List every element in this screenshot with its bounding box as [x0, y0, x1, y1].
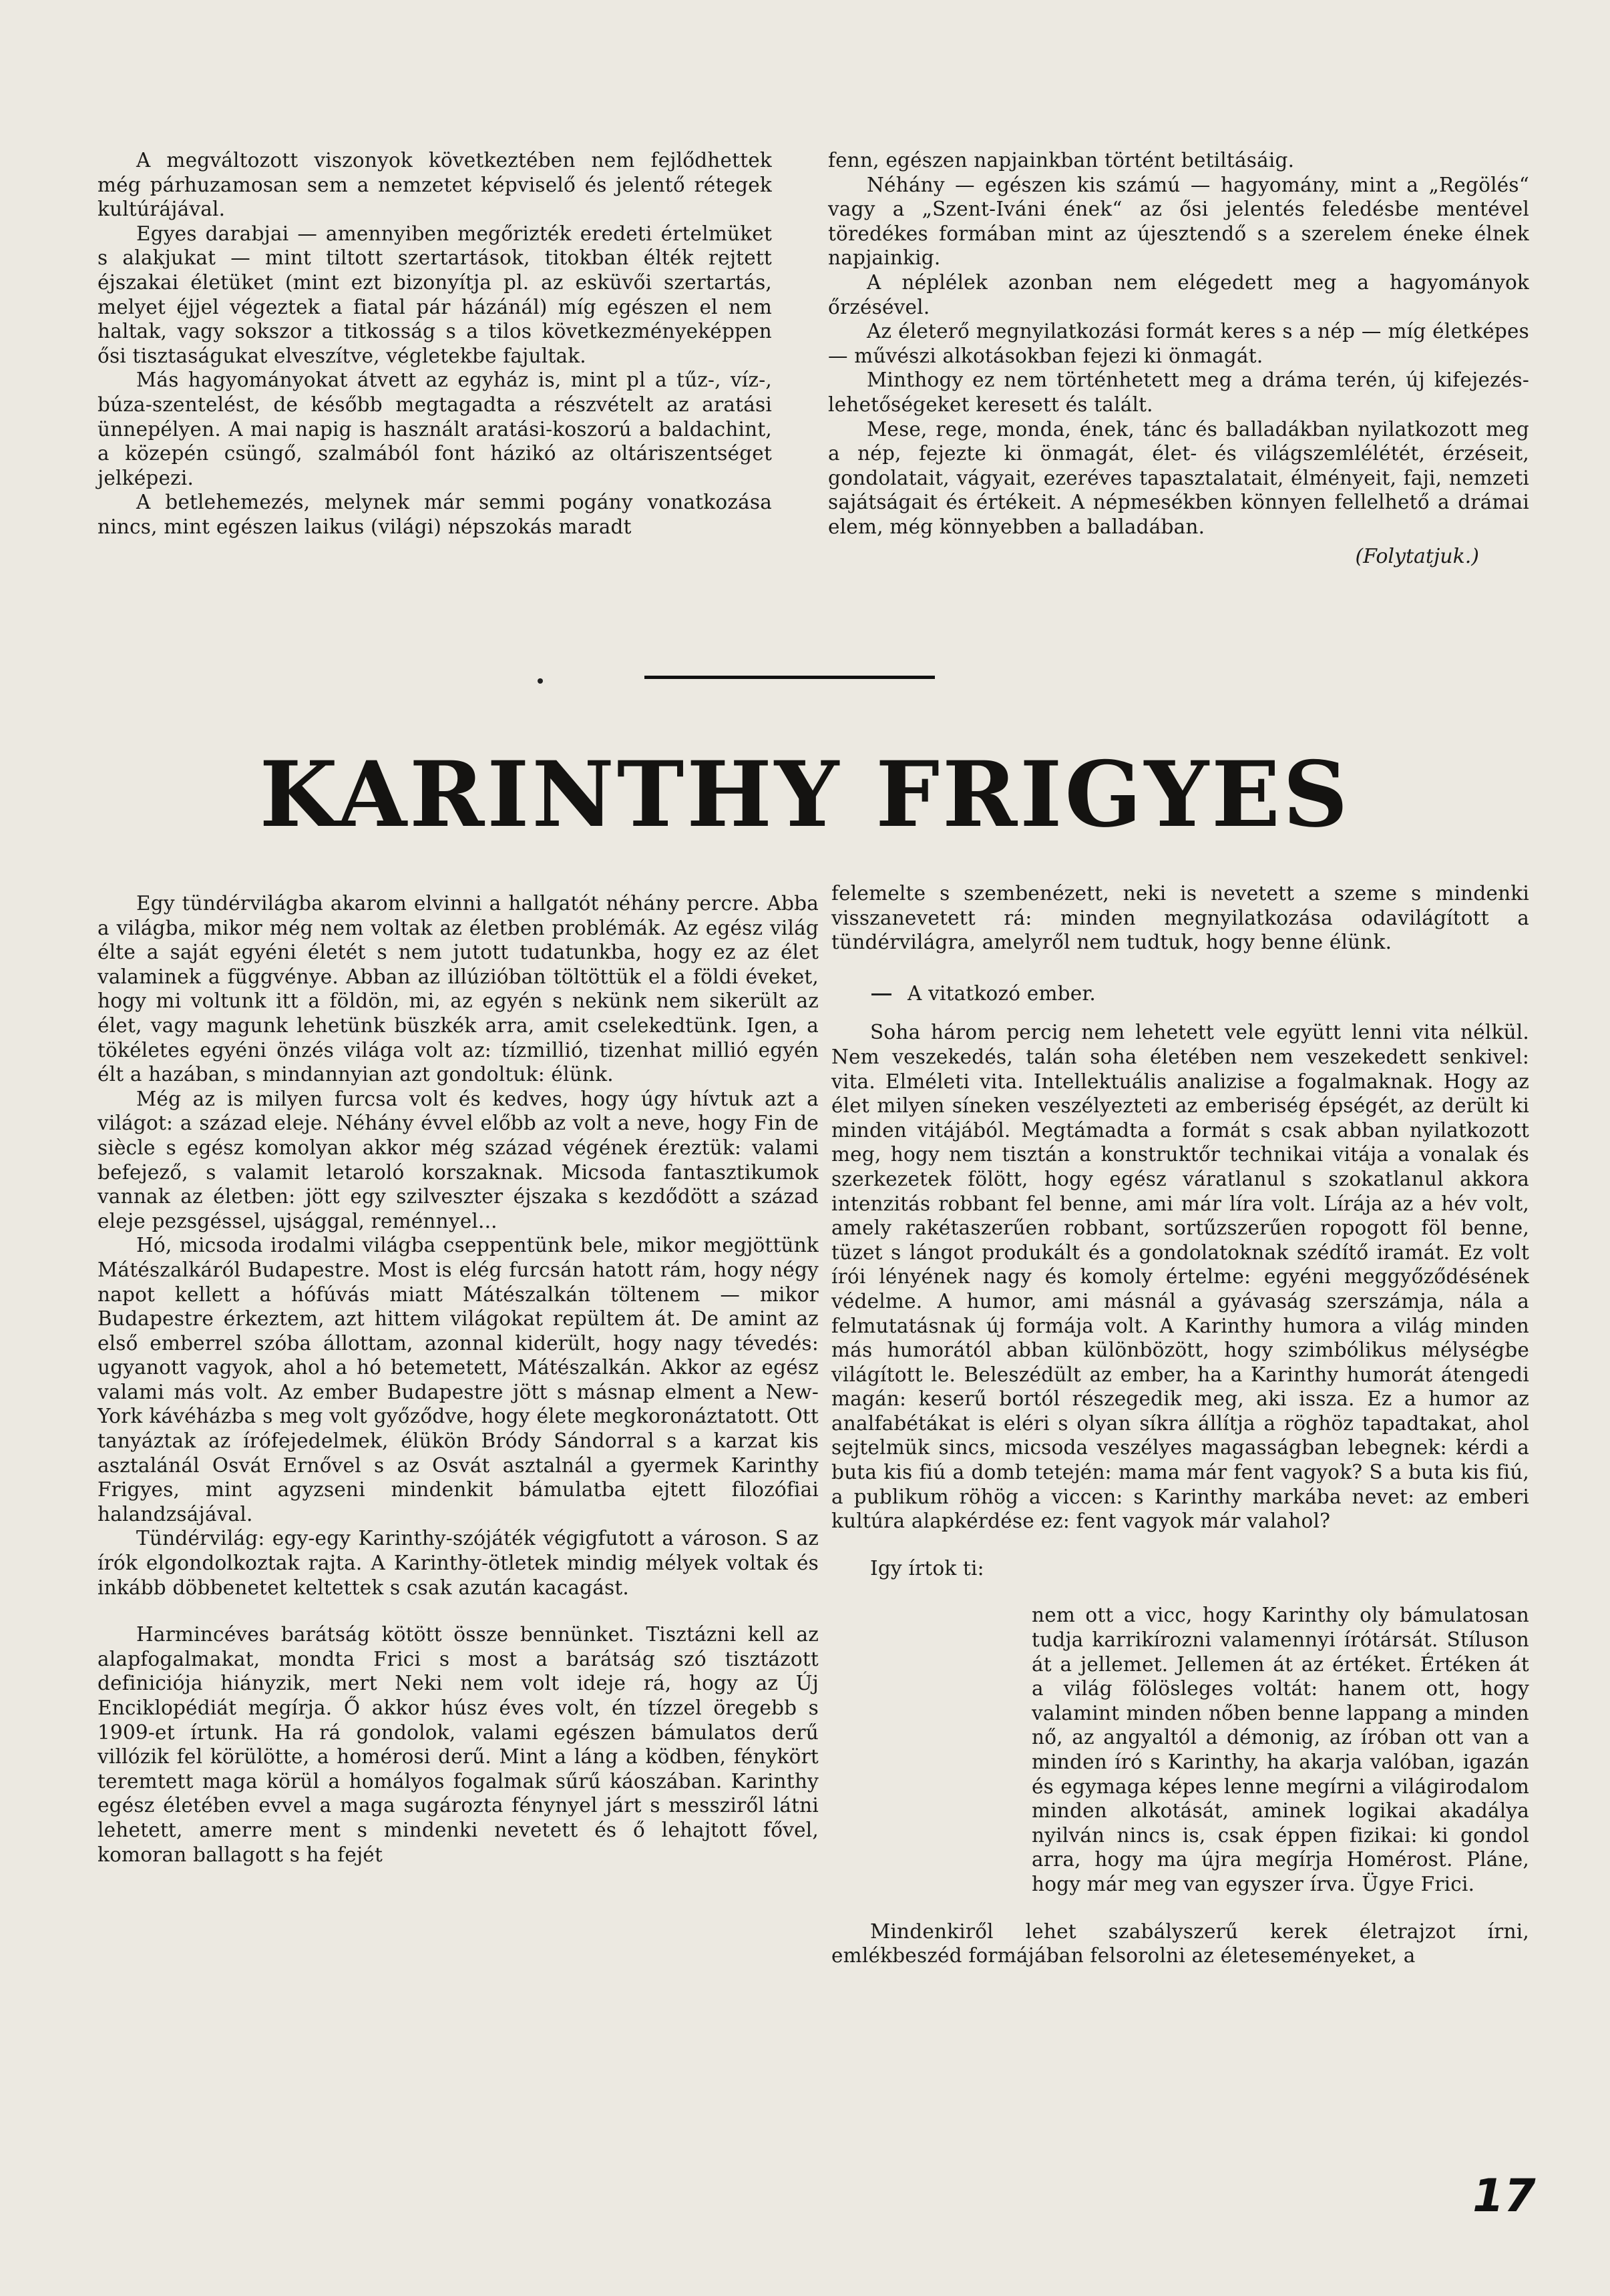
paragraph: Mindenkiről lehet szabályszerű kerek életrajzot írni, emlékbeszéd formájában felsorolni az életeseményeket, a	[831, 1919, 1529, 1968]
paragraph: Egyes darabjai — amennyiben megőrizték eredeti értelmüket s alakjukat — mint tiltott szertartások, titokban élték rejtett éjszakai életüket (mint ezt bizonyítja pl. az esküvői szertartás, melyet éjjel végeztek a fiatal pár házánál) míg egészen el nem haltak, vagy sokszor a titkosság s a tilos következményeképpen ősi tisztaságukat elveszítve, végletekbe fajultak.	[97, 222, 772, 367]
section-subtitle-text: A vitatkozó ember.	[908, 981, 1096, 1005]
article-headline: KARINTHY FRIGYES	[259, 741, 1351, 847]
paragraph: A betlehemezés, melynek már semmi pogány vonatkozása nincs, mint egészen laikus (világi) népszokás maradt	[97, 491, 772, 538]
article-right-column	[831, 881, 1529, 1968]
paragraph: Harmincéves barátság kötött össze bennünket. Tisztázni kell az alapfogalmakat, mondta Frici s most a barátság szó tisztázott definiciója hiányzik, mert Neki nem volt ideje rá, hogy az Új Enciklopédiát megírja. Ő akkor húsz éves volt, én tízzel öregebb s 1909-et írtunk. Ha rá gondolok, valami egészen bámulatos derű villózik fel körülötte, a homérosi derű. Mint a láng a ködben, fénykört teremtett maga körül a homályos fogalmak sűrű káoszában. Karinthy egész életében evvel a maga sugározta fénynyel járt s messziről látni lehetett, amerre ment s mindenki nevetett és ő lehajtott fővel, komoran ballagott s ha fejét	[97, 1623, 819, 1866]
page-number: 17	[1472, 2170, 1536, 2223]
paragraph-gap	[97, 1600, 819, 1622]
paragraph: Minthogy ez nem történhetett meg a dráma terén, új kifejezés-lehetőségeket keresett és talált.	[828, 369, 1529, 416]
paragraph: A megváltozott viszonyok következtében nem fejlődhettek még párhuzamosan sem a nemzetet képviselő és jelentő rétegek kultúrájával.	[97, 149, 772, 221]
paragraph: A néplélek azonban nem elégedett meg a hagyományok őrzésével.	[828, 270, 1529, 318]
paragraph-gap	[831, 1580, 1529, 1603]
paragraph: Néhány — egészen kis számú — hagyomány, mint a „Regölés“ vagy a „Szent-Iváni ének“ az ősi jelentés feledésbe mentével töredékes formában mint az újesztendő s a szerelem éneke élnek napjainkig.	[828, 173, 1529, 270]
article-continuation-right-column	[828, 148, 1529, 568]
paragraph: Egy tündérvilágba akarom elvinni a hallgatót néhány percre. Abba a világba, mikor még nem voltak az életben problémák. Az egész világ élte a saját egyéni életét s nem jutott tudatunkba, hogy ez az élet valaminek a függvénye. Abban az illúzióban töltöttük el a földi éveket, hogy mi voltunk itt a földön, mi, az egyén s nekünk nem sikerült az élet, vagy magunk lehetünk büszkék arra, amit cselekedtünk. Igen, a tökéletes egyéni önzés világa volt az: tízmillió, tizenhat millió egyén élt a hazában, s mindannyian azt gondoltuk: élünk.	[97, 892, 819, 1086]
paragraph: Hó, micsoda irodalmi világba cseppentünk bele, mikor megjöttünk Mátészalkáról Budapestre. Most is elég furcsán hatott rám, hogy négy napot kellett a hófúvás miatt Mátészalkán töltenem — mikor Budapestre érkeztem, azt hittem világokat repültem át. De amint az első emberrel szóba állottam, azonnal kiderült, hogy nagy tévedés: ugyanott vagyok, ahol a hó betemetett, Mátészalkán. Akkor az egész valami más volt. Az ember Budapestre jött s másnap elment a New-York kávéházba s meg volt győződve, hogy élete megkoronáztatott. Ott tanyáztak az írófejedelmek, élükön Bródy Sándorral s a karzat kis asztalánál Osvát Ernővel s az Osvát asztalnál a gyermek Karinthy Frigyes, mint agyzseni mindenkit bámulatba ejtett filozófiai halandzsájával.	[97, 1234, 819, 1526]
paragraph: Igy írtok ti:	[870, 1556, 984, 1580]
paragraph: fenn, egészen napjainkban történt betiltásáig.	[828, 149, 1295, 172]
paragraph: Soha három percig nem lehetett vele együtt lenni vita nélkül. Nem veszekedés, talán soha életében nem veszekedett senkivel: vita. Elméleti vita. Intellektuális analizise a fogalmaknak. Hogy az élet milyen síneken veszélyezteti az emberiség épségét, az derült ki minden vitájából. Megtámadta a formát s csak abban nyilatkozott meg, hogy nem tisztán a konstruktőr technikai vitája a vonalak és szerkezetek fölött, hogy egész váratlanul s szokatlanul akkora intenzitás robbant fel benne, ami már líra volt. Lírája az a hév volt, amely rakétaszerűen robbant, sortűzszerűen ropogott föl benne, tüzet s lángot produkált és a gondolatoknak szédítő iramát. Ez volt írói lényének nagy és komoly értelme: egyéni meggyőződésének védelme. A humor, ami másnál a gyávaság szerszámja, nála a felmutatásnak új formája volt. A Karinthy humora a világ minden más humorától abban különbözött, hogy szimbólikus mélységbe világított le. Beleszédült az ember, ha a Karinthy humorát átengedi magán: keserű bortól részegedik meg, aki issza. Ez a humor az analfabétákat is eléri s olyan síkra állítja a röghöz tapadtakat, ahol sejtelmük sincs, micsoda veszélyes magasságban lebegnek: kérdi a buta kis fiú a domb tetején: mama már fent vagyok? S a buta kis fiú, a publikum röhög a viccen: s Karinthy markába nevet: az emberi kultúra alapkérdése ez: fent vagyok már valahol?	[831, 1021, 1529, 1533]
paragraph: Mese, rege, monda, ének, tánc és balladákban nyilatkozott meg a nép, fejezte ki önmagát, élet- és világszemlélétét, érzéseit, gondolatait, vágyait, ezeréves tapasztalatait, élményeit, faji, nemzeti sajátságait és értékeit. A népmesékben könnyen fellelhető a drámai elem, még könnyebben a balladában.	[828, 417, 1529, 538]
article-continuation-left-column	[97, 148, 772, 539]
paragraph: Más hagyományokat átvett az egyház is, mint pl a tűz-, víz-, búza-szentelést, de később megtagadta a részvételt az aratási ünnepélyen. A mai napig is használt aratási-koszorú a baldachint, a közepén csüngő, szalmából font házikó az oltáriszentséget jelképezi.	[97, 369, 772, 489]
paragraph: Tündérvilág: egy-egy Karinthy-szójáték végigfutott a városon. S az írók elgondolkoztak rajta. A Karinthy-ötletek mindig mélyek voltak és inkább döbbenetet keltettek s csak azután kacagást.	[97, 1527, 819, 1599]
continued-note: (Folytatjuk.)	[1355, 544, 1479, 568]
paragraph-gap	[831, 1897, 1529, 1919]
ornament-dot	[538, 678, 543, 684]
paragraph-gap	[831, 1534, 1529, 1556]
dash-mark	[871, 993, 891, 995]
paragraph: Még az is milyen furcsa volt és kedves, hogy úgy hívtuk azt a világot: a század eleje. Néhány évvel előbb az volt a neve, hogy Fin de siècle s egész komolyan akkor még század végének éreztük: valami befejező, s valamit letaroló korszaknak. Micsoda fantasztikumok vannak az életben: jött egy szilveszter éjszaka s kezdődött a század eleje pezsgéssel, ujsággal, reménnyel...	[97, 1087, 819, 1232]
section-subtitle	[831, 981, 1529, 1006]
paragraph: felemelte s szembenézett, neki is nevetett a szeme s mindenki visszanevetett rá: minden megnyilatkozása odavilágított a tündérvilágra, amelyről nem tudtuk, hogy benne élünk.	[831, 882, 1529, 954]
section-divider-rule	[644, 676, 935, 679]
paragraph-lead-in	[831, 1603, 1529, 1896]
article-left-column	[97, 891, 819, 1867]
paragraph: Az életerő megnyilatkozási formát keres s a nép — míg életképes — művészi alkotásokban fejezi ki önmagát.	[828, 320, 1529, 367]
paragraph-text: nem ott a vicc, hogy Karinthy oly bámulatosan tudja karrikírozni valamennyi írótársát. Stíluson át a jellemet. Jellemen át az értéket. Értéken át a világ fölösleges voltát: hanem ott, hogy valamint minden nőben benne lappang a minden nő, az angyaltól a démonig, az íróban ott van a minden író s Karinthy, ha akarja valóban, igazán és egymaga képes lenne megírni a világirodalom minden alkotását, aminek logikai akadálya nyilván nincs is, csak éppen fizikai: ki gondol arra, hogy ma újra megírja Homérost. Pláne, hogy már meg van egyszer írva. Ügye Frici.	[1032, 1604, 1529, 1895]
